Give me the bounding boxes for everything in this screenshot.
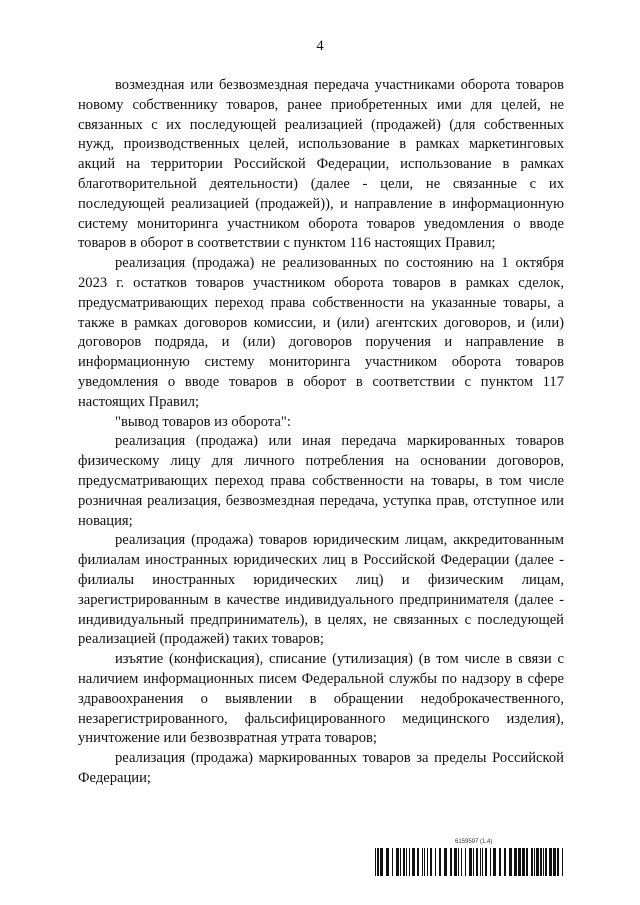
barcode (375, 848, 565, 876)
paragraph-6: изъятие (конфискация), списание (утилизация) (в том числе в связи с наличием информационных писем Федеральной службы по надзору в сфере здравоохранения о выявлении в обращении недоброкачественного, незарегистрированного, фальсифицированного медицинского изделия), уничтожение или безвозвратная утрата товаров; (78, 651, 564, 747)
document-code: 6159597 (1.4) (455, 839, 493, 845)
paragraph-5: реализация (продажа) товаров юридическим лицам, аккредитованным филиалам иностранных юридических лиц в Российской Федерации (далее - филиалы иностранных юридических лиц) и физическим лицам, зарегистрированным в качестве индивидуального предпринимателя (далее - индивидуальный предприниматель), в целях, не связанных с последующей реализацией (продажей) таких товаров; (78, 532, 564, 648)
paragraph-3: "вывод товаров из оборота": (115, 413, 291, 430)
paragraph-1: возмездная или безвозмездная передача участниками оборота товаров новому собственнику товаров, ранее приобретенных ими для целей, не связанных с их последующей реализацией (продажей) (для собственных нужд, производственных целей, использование в рамках маркетинговых акций на территории Российской Федерации, использование в рамках благотворительной деятельности) (далее - цели, не связанные с их последующей реализацией (продажей)), и направление в информационную систему мониторинга участником оборота товаров уведомления о вводе товаров в оборот в соответствии с пунктом 116 настоящих Правил; (78, 77, 564, 252)
document-body (78, 76, 564, 789)
paragraph-2: реализация (продажа) не реализованных по состоянию на 1 октября 2023 г. остатков товаров участником оборота товаров в рамках сделок, предусматривающих переход права собственности на указанные товары, а также в рамках договоров комиссии, и (или) агентских договоров, и (или) договоров подряда, и (или) договоров поручения и направление в информационную систему мониторинга участником оборота товаров уведомления о вводе товаров в оборот в соответствии с пунктом 117 настоящих Правил; (78, 255, 564, 410)
paragraph-4: реализация (продажа) или иная передача маркированных товаров физическому лицу для личного потребления на основании договоров, предусматривающих переход права собственности на товары, в том числе розничная реализация, безвозмездная передача, уступка прав, отступное или новация; (78, 433, 564, 529)
paragraph-7: реализация (продажа) маркированных товаров за пределы Российской Федерации; (78, 750, 564, 786)
page-number: 4 (316, 38, 324, 54)
